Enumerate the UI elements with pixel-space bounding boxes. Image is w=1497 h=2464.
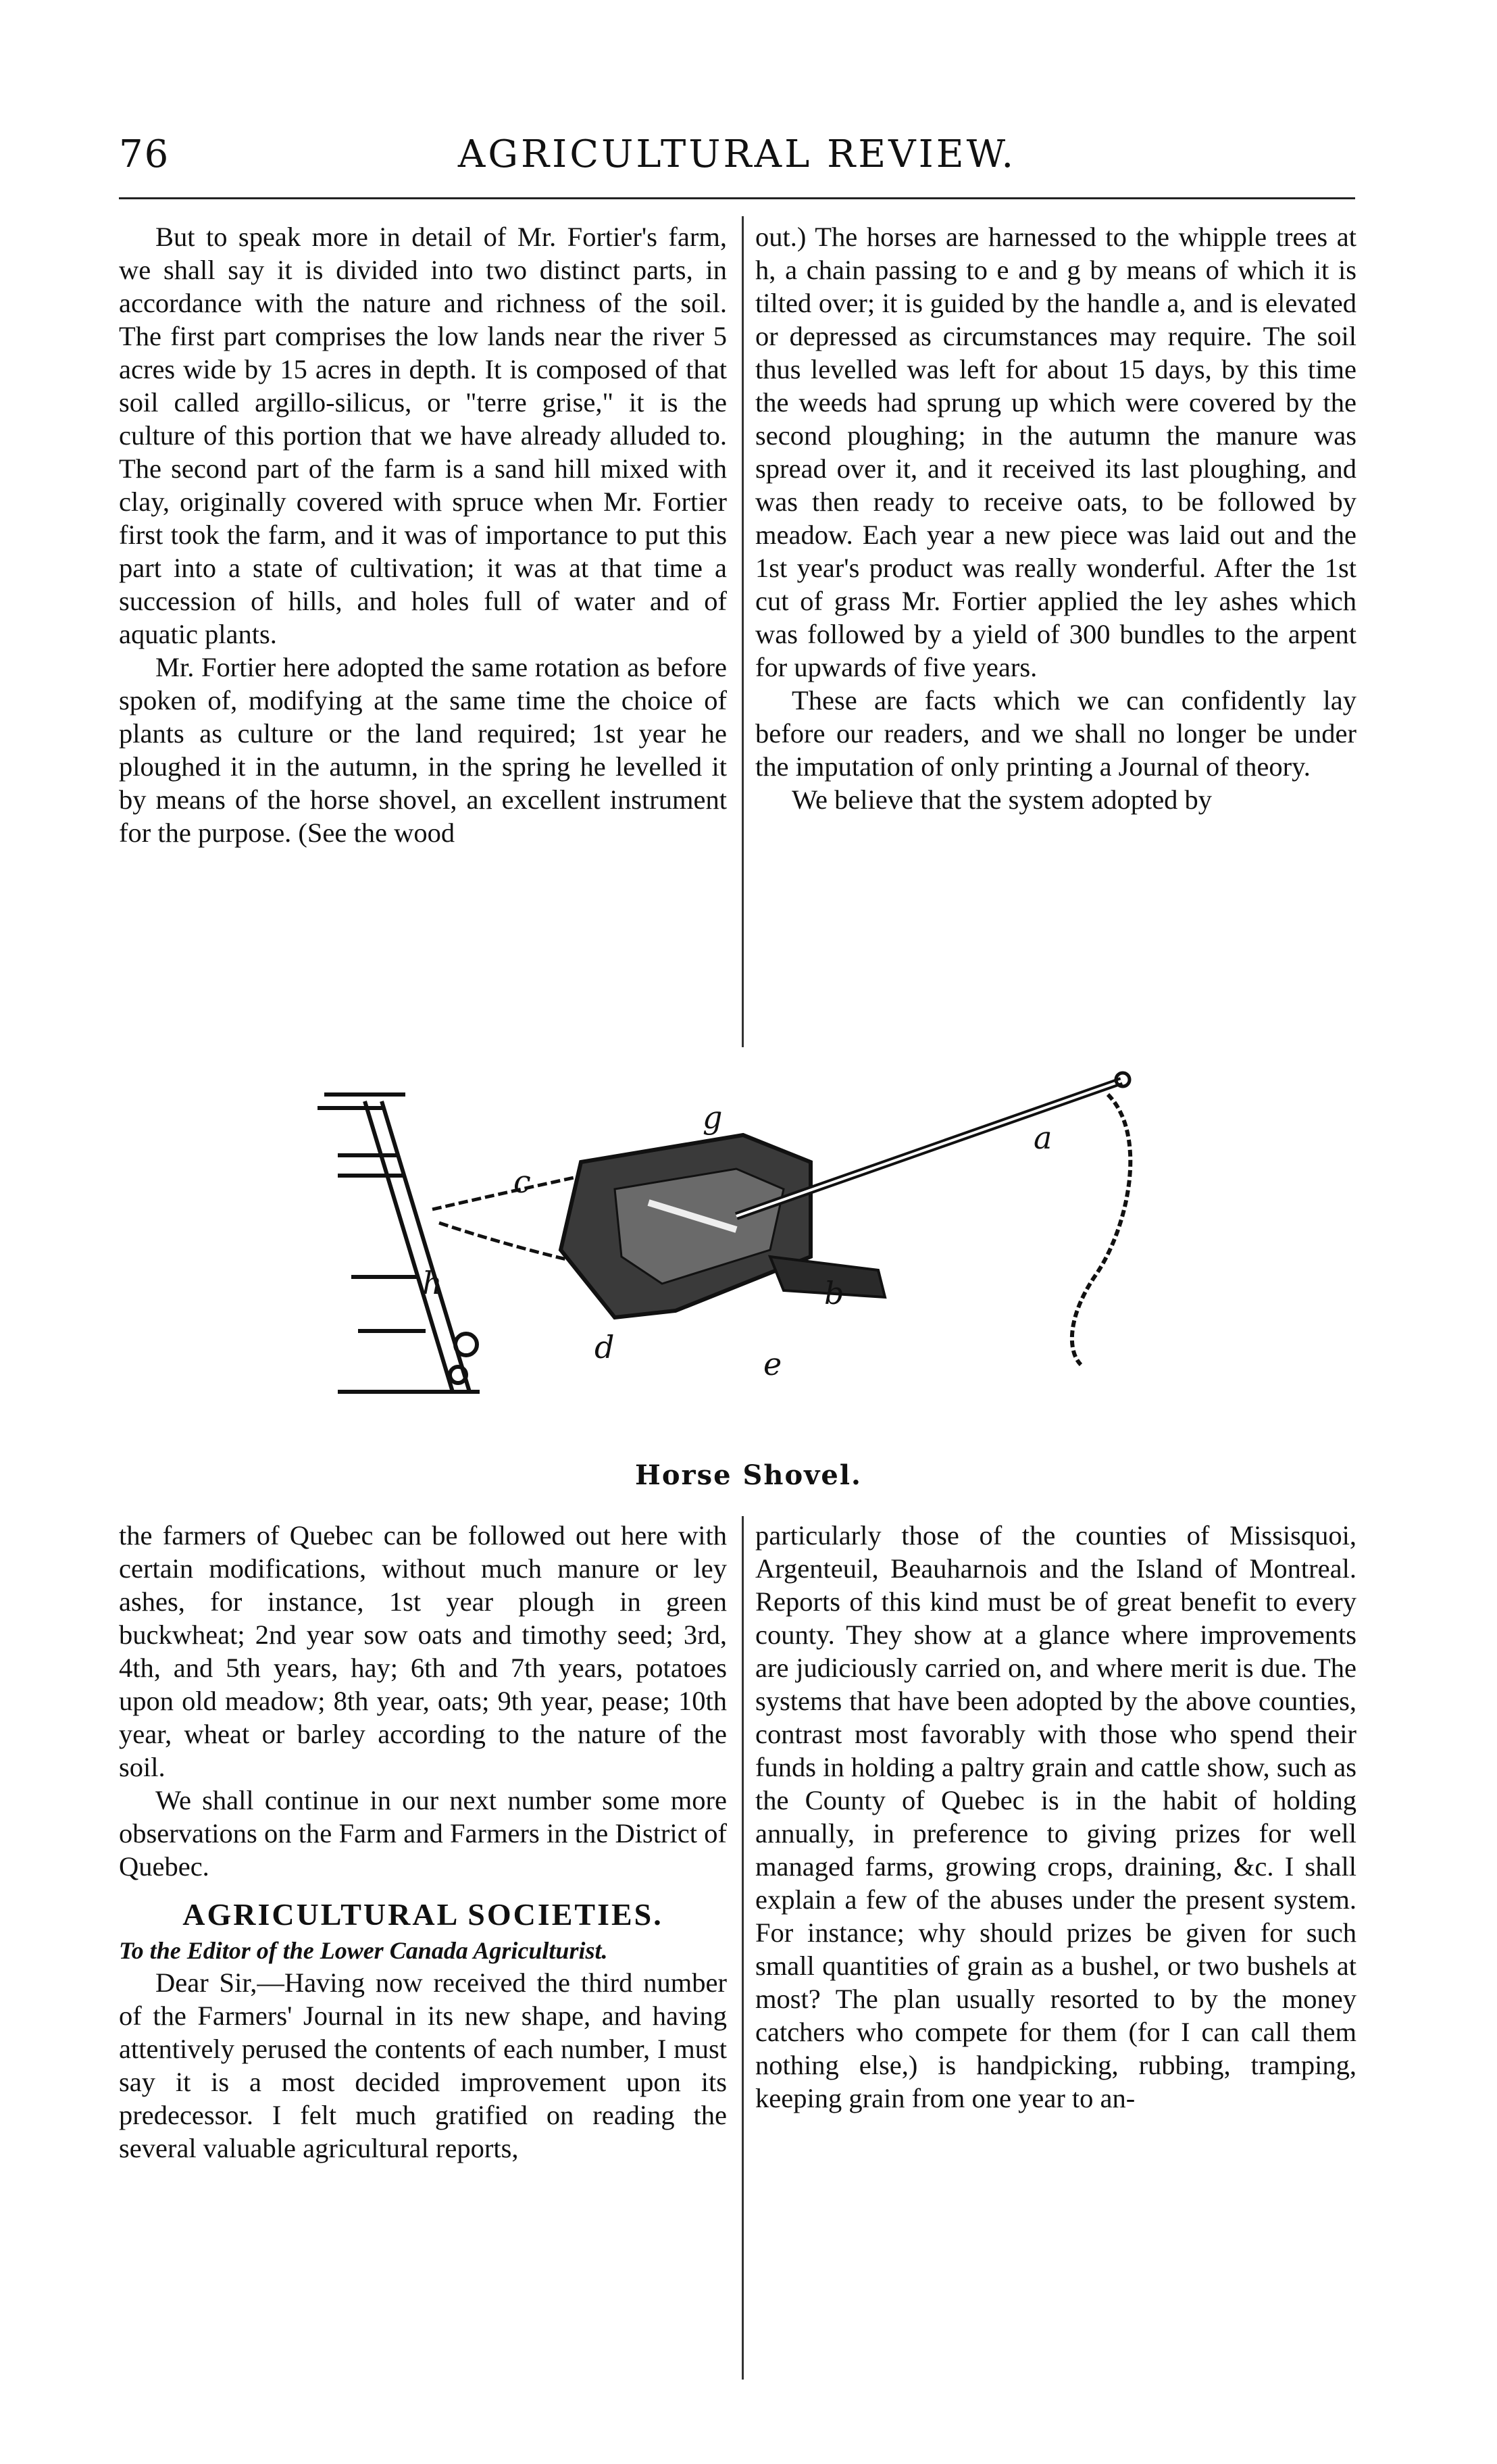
header-rule — [119, 197, 1355, 199]
left-column-top — [119, 220, 727, 1046]
label-c: c — [513, 1163, 531, 1200]
paragraph: Mr. Fortier here adopted the same rotation as before spoken of, modifying at the same time the choice of plants as culture or the land required; 1st year he ploughed it in the autumn, in the spring he levelled it by means of the horse shovel, an excellent instrument for the purpose. (See the wood — [119, 652, 727, 848]
whipple-tree-icon — [318, 1095, 480, 1392]
paragraph: We believe that the system adopted by — [792, 784, 1213, 815]
label-h: h — [422, 1265, 442, 1301]
label-d: d — [594, 1329, 615, 1365]
paragraph: the farmers of Quebec can be followed out here with certain modifications, without much manure or ley ashes, for instance, 1st year plough in green buckwheat; 2nd year sow oats and timothy seed; 3rd, 4th, and 5th years, hay; 6th and 7th years, potatoes upon old meadow; 8th year, oats; 9th year, pease; 10th year, wheat or barley according to the nature of the soil. — [119, 1520, 727, 1782]
paragraph: Dear Sir,—Having now received the third number of the Farmers' Journal in its new shape, and having attentively perused the contents of each number, I must say it is a most decided improvement upon its predecessor. I felt much gratified on reading the several valuable agricultural reports, — [119, 1967, 727, 2163]
page-number: 76 — [119, 132, 170, 176]
section-title: AGRICULTURAL SOCIETIES. — [182, 1897, 663, 1932]
horse-shovel-drawing — [297, 1054, 1216, 1446]
column-divider-top — [742, 216, 744, 1047]
label-a: a — [1034, 1120, 1052, 1156]
label-g: g — [703, 1099, 723, 1136]
letter-dateline: To the Editor of the Lower Canada Agriculturist. — [119, 1937, 608, 1964]
page-header — [119, 132, 1355, 186]
paragraph: These are facts which we can confidently lay before our readers, and we shall no longer be under the imputation of only printing a Journal of theory. — [755, 685, 1356, 782]
left-column-bottom — [119, 1519, 727, 2165]
paragraph: out.) The horses are harnessed to the whipple trees at h, a chain passing to e and g by means of which it is tilted over; it is guided by the handle a, and is elevated or depressed as circumstances may require. The soil thus levelled was left for about 15 days, by this time the weeds had sprung up which were covered by the second ploughing; in the autumn the manure was spread over it, and it received its last ploughing, and was then ready to receive oats, to be followed by meadow. Each year a new piece was laid out and the 1st year's product was really wonderful. After the 1st cut of grass Mr. Fortier applied the ley ashes which was followed by a yield of 300 bundles to the arpent for upwards of five years. — [755, 222, 1356, 682]
paragraph: But to speak more in detail of Mr. Fortier's farm, we shall say it is divided into two distinct parts, in accordance with the nature and richness of the soil. The first part comprises the low lands near the river 5 acres wide by 15 acres in depth. It is composed of that soil called argillo-silicus, or "terre grise," it is the culture of this portion that we have already alluded to. The second part of the farm is a sand hill mixed with clay, originally covered with spruce when Mr. Fortier first took the farm, and it was of importance to put this part into a state of cultivation; it was at that time a succession of hills, and holes full of water and of aquatic plants. — [119, 222, 727, 649]
paragraph: particularly those of the counties of Missisquoi, Argenteuil, Beauharnois and the Island of Montreal. Reports of this kind must be of great benefit to every county. They show at a glance where improvements are judiciously carried on, and where merit is due. The systems that have been adopted by the above counties, contrast most favorably with those who spend their funds in holding a paltry grain and cattle show, such as the County of Quebec is in the habit of holding annually, in preference to giving prizes for well managed farms, growing crops, draining, &c. I shall explain a few of the abuses under the present system. For instance; why should prizes be given for such small quantities of grain as a bushel, or two bushels at most? The plan usually resorted to by the money catchers who compete for them (for I can call them nothing else,) is handpicking, rubbing, tramping, keeping grain from one year to an- — [755, 1520, 1356, 2113]
figure-caption: Horse Shovel. — [635, 1459, 862, 1491]
horse-shovel-illustration — [297, 1054, 1216, 1446]
right-column-top — [755, 220, 1356, 1046]
running-head: AGRICULTURAL REVIEW. — [457, 132, 1017, 176]
right-column-bottom — [755, 1519, 1356, 2115]
label-b: b — [824, 1275, 844, 1311]
label-e: e — [763, 1346, 782, 1382]
column-divider-bottom — [742, 1516, 744, 2380]
paragraph: We shall continue in our next number some more observations on the Farm and Farmers in the District of Quebec. — [119, 1785, 727, 1882]
rope-icon — [1072, 1095, 1130, 1365]
